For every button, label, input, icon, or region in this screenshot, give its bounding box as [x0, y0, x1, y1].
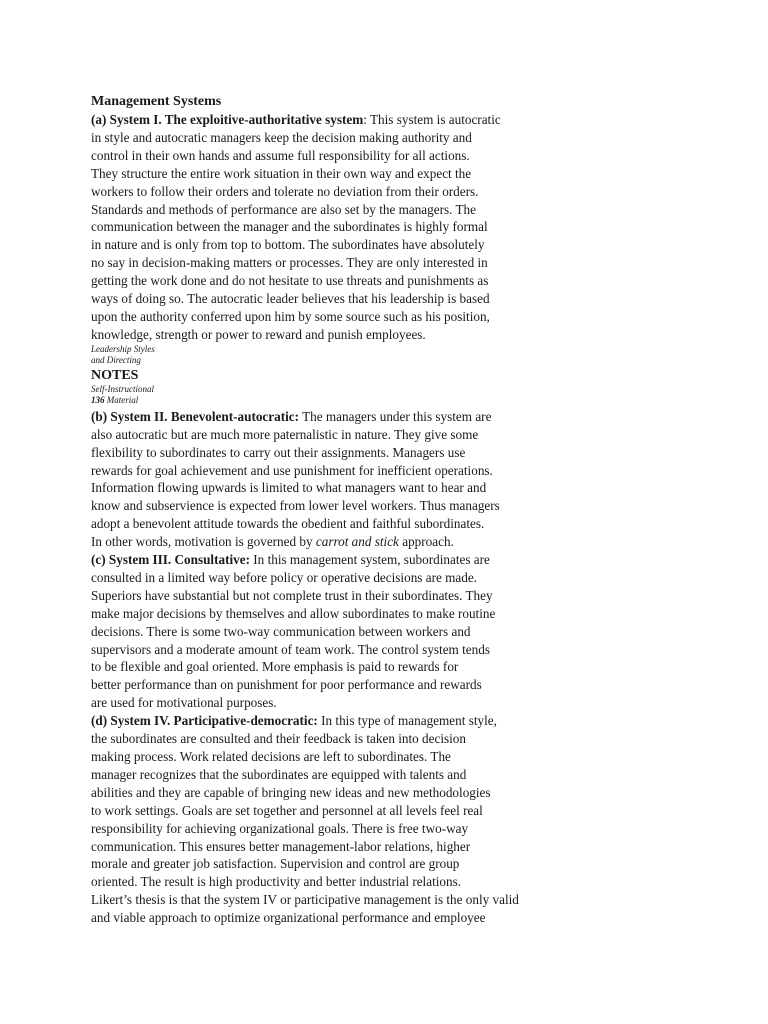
- text-line: rewards for goal achievement and use punishment for inefficient operations.: [91, 462, 493, 478]
- text-line: abilities and they are capable of bringing new ideas and new methodologies: [91, 784, 491, 800]
- system-2-heading: (b) System II. Benevolent-autocratic:: [91, 408, 300, 424]
- margin-chapter-title: Leadership Styles: [91, 343, 155, 354]
- text-line: knowledge, strength or power to reward and punish employees.: [91, 326, 426, 342]
- text-line: the subordinates are consulted and their feedback is taken into decision: [91, 731, 466, 747]
- system-1-paragraph: [91, 111, 591, 344]
- text-line: (d) System IV. Participative-democratic: In this type of management style,: [91, 713, 497, 729]
- text-line: to work settings. Goals are set together and personnel at all levels feel real: [91, 802, 483, 818]
- text-line: control in their own hands and assume full responsibility for all actions.: [91, 147, 470, 163]
- carrot-and-stick-emphasis: carrot and stick: [315, 534, 399, 550]
- text-line: and viable approach to optimize organizational performance and employee: [91, 910, 486, 926]
- text-line: no say in decision-making matters or processes. They are only interested in: [91, 255, 488, 271]
- text-line: decisions. There is some two-way communication between workers and: [91, 623, 471, 639]
- text-line: Standards and methods of performance are also set by the managers. The: [91, 201, 476, 217]
- margin-notes: [91, 344, 591, 407]
- system-3-paragraph: [91, 551, 591, 712]
- text-line: in style and autocratic managers keep the decision making authority and: [91, 129, 472, 145]
- text-line: workers to follow their orders and tolerate no deviation from their orders.: [91, 183, 479, 199]
- text-line: (b) System II. Benevolent-autocratic: The managers under this system are: [91, 408, 492, 424]
- system-4-paragraph: [91, 712, 591, 927]
- margin-chapter-subtitle: and Directing: [91, 355, 141, 366]
- system-4-heading: (d) System IV. Participative-democratic:: [91, 713, 318, 729]
- page-title: Management Systems: [91, 94, 222, 109]
- text-line: (a) System I. The exploitive-authoritative system: This system is autocratic: [91, 112, 501, 127]
- text-line: supervisors and a moderate amount of team work. The control system tends: [91, 641, 490, 657]
- text-line: upon the authority conferred upon him by some source such as his position,: [91, 308, 490, 324]
- text-line: In other words, motivation is governed by carrot and stick approach.: [91, 534, 454, 550]
- text-line: responsibility for achieving organizational goals. There is free two-way: [91, 820, 469, 836]
- text-line: adopt a benevolent attitude towards the obedient and faithful subordinates.: [91, 516, 485, 532]
- text-line: communication between the manager and the subordinates is highly formal: [91, 219, 488, 235]
- text-line: Superiors have substantial but not complete trust in their subordinates. They: [91, 587, 493, 603]
- text-line: to be flexible and goal oriented. More emphasis is paid to rewards for: [91, 659, 459, 675]
- system-3-heading: (c) System III. Consultative:: [91, 552, 250, 568]
- text-line: oriented. The result is high productivity and better industrial relations.: [91, 874, 462, 890]
- text-line: (c) System III. Consultative: In this management system, subordinates are: [91, 552, 490, 568]
- text-line: are used for motivational purposes.: [91, 695, 277, 711]
- text-line: also autocratic but are much more paternalistic in nature. They give some: [91, 426, 479, 442]
- system-1-heading: (a) System I. The exploitive-authoritative system: [91, 112, 364, 127]
- margin-self-instructional: Self-Instructional: [91, 383, 154, 394]
- document-page: [91, 93, 591, 927]
- text-line: communication. This ensures better management-labor relations, higher: [91, 838, 471, 854]
- notes-heading: NOTES: [91, 367, 139, 383]
- text-line: ways of doing so. The autocratic leader believes that his leadership is based: [91, 291, 490, 307]
- text-line: flexibility to subordinates to carry out their assignments. Managers use: [91, 444, 466, 460]
- text-line: Likert’s thesis is that the system IV or participative management is the only valid: [91, 892, 519, 908]
- text-line: morale and greater job satisfaction. Supervision and control are group: [91, 856, 460, 872]
- text-line: manager recognizes that the subordinates are equipped with talents and: [91, 766, 467, 782]
- text-line: They structure the entire work situation in their own way and expect the: [91, 165, 472, 181]
- page-number: 136: [91, 395, 105, 406]
- text-line: Information flowing upwards is limited to what managers want to hear and: [91, 480, 487, 496]
- text-line: getting the work done and do not hesitate to use threats and punishments as: [91, 273, 489, 289]
- system-2-paragraph: [91, 408, 591, 551]
- text-line: consulted in a limited way before policy or operative decisions are made.: [91, 569, 477, 585]
- text-line: better performance than on punishment for poor performance and rewards: [91, 677, 482, 693]
- page-number-line: 136 Material: [91, 395, 139, 406]
- text-line: in nature and is only from top to bottom. The subordinates have absolutely: [91, 237, 485, 253]
- text-line: making process. Work related decisions are left to subordinates. The: [91, 749, 451, 764]
- text-line: know and subservience is expected from lower level workers. Thus managers: [91, 498, 500, 514]
- text-line: make major decisions by themselves and allow subordinates to make routine: [91, 605, 496, 621]
